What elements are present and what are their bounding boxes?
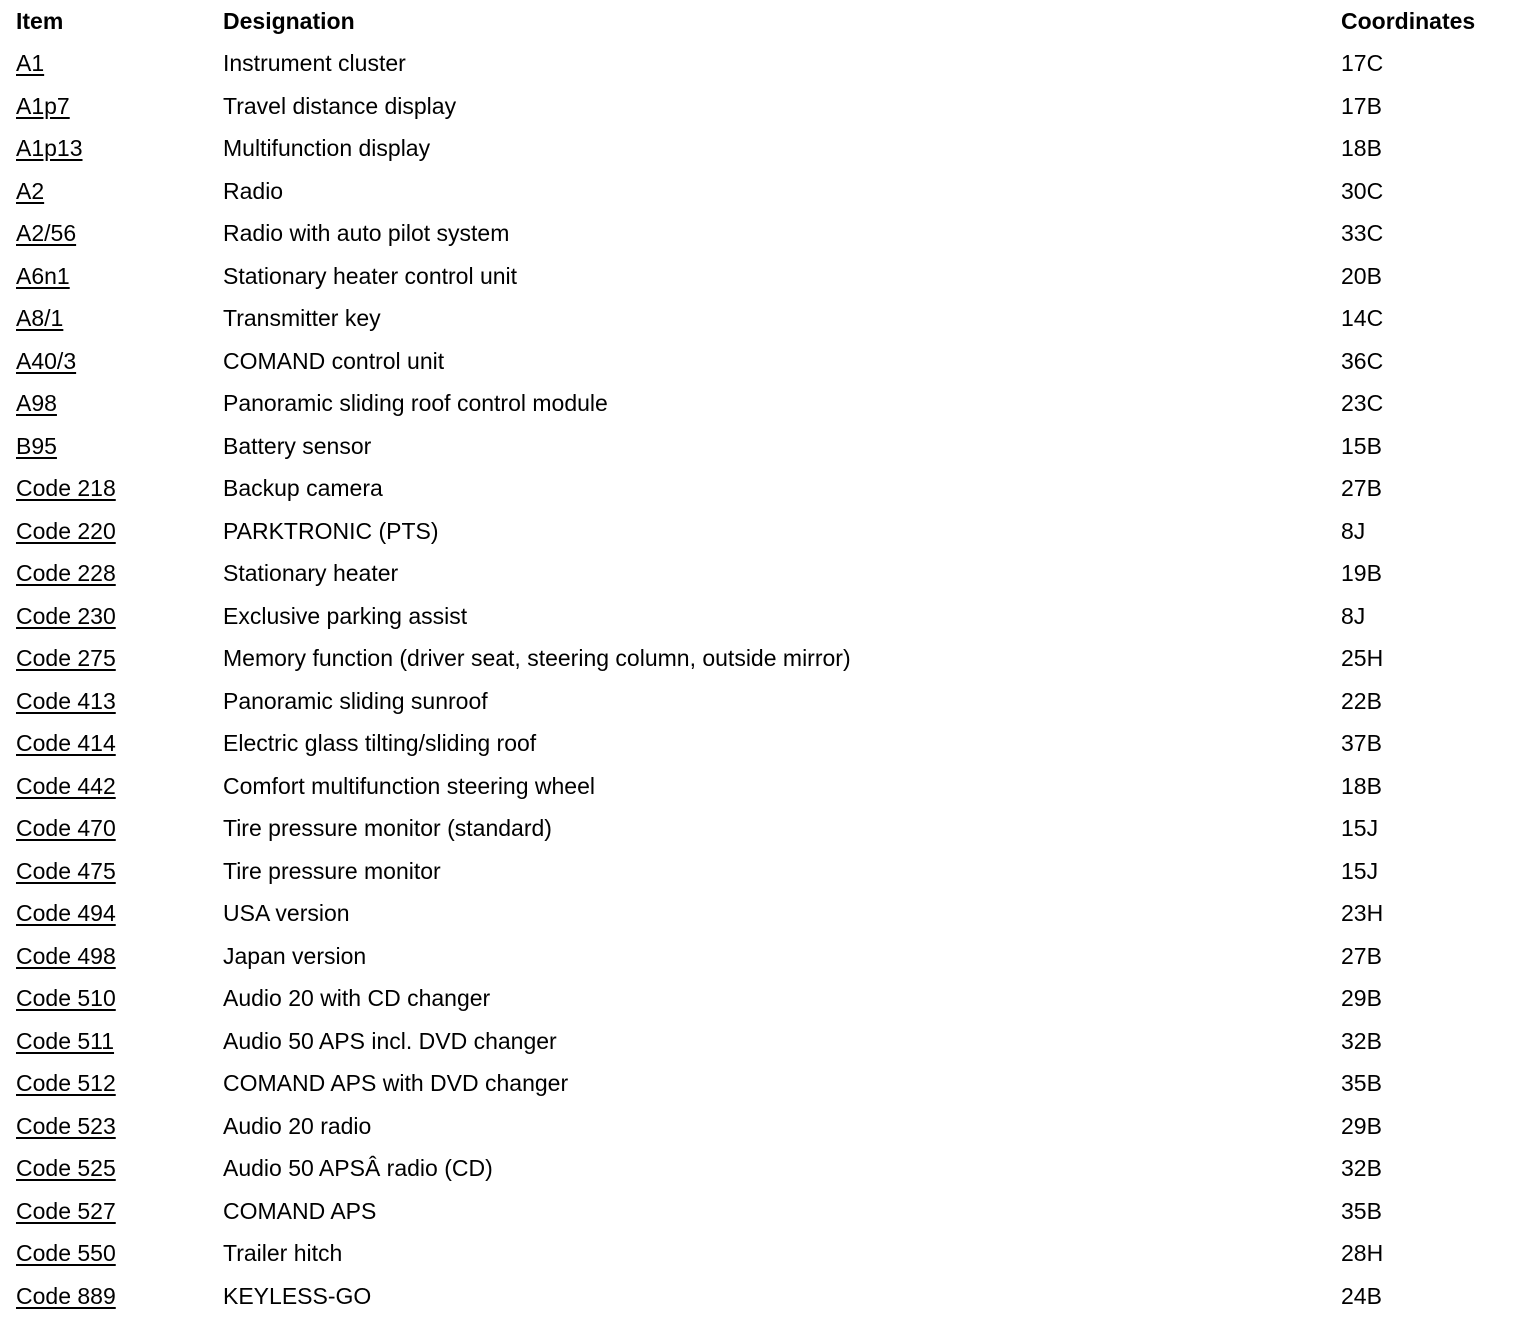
coordinates-cell: 14C	[1341, 305, 1384, 331]
designation-cell: Battery sensor	[223, 432, 372, 459]
coordinates-cell: 37B	[1341, 730, 1382, 756]
designation-cell: Radio with auto pilot system	[223, 220, 510, 246]
designation-cell: PARKTRONIC (PTS)	[223, 517, 439, 544]
table-row	[0, 680, 1520, 723]
item-link[interactable]: A40/3	[16, 347, 77, 374]
item-cell	[0, 1062, 207, 1105]
item-cell	[0, 127, 207, 170]
item-cell	[0, 85, 207, 128]
designation-cell: Panoramic sliding roof control module	[223, 390, 608, 416]
item-cell	[0, 1275, 207, 1318]
item-link[interactable]: A6n1	[16, 262, 70, 289]
coordinates-cell: 32B	[1341, 1027, 1382, 1054]
designation-cell: Transmitter key	[223, 305, 381, 331]
designation-cell: Radio	[223, 177, 284, 204]
table-row	[0, 1147, 1520, 1190]
item-link[interactable]: Code 527	[16, 1197, 116, 1224]
coordinates-cell: 15B	[1341, 432, 1382, 459]
table-row	[0, 297, 1520, 340]
item-cell	[0, 552, 207, 595]
designation-cell: Multifunction display	[223, 135, 431, 161]
designation-cell: Audio 50 APSÂ radio (CD)	[223, 1155, 493, 1181]
item-cell	[0, 382, 207, 425]
coordinates-cell: 18B	[1341, 772, 1382, 799]
item-cell	[0, 255, 207, 298]
coordinates-cell: 24B	[1341, 1282, 1382, 1309]
designation-cell: KEYLESS-GO	[223, 1282, 372, 1309]
coordinates-cell: 19B	[1341, 560, 1382, 586]
designation-cell: USA version	[223, 900, 350, 926]
coordinates-cell: 25H	[1341, 645, 1384, 671]
coordinates-cell: 20B	[1341, 262, 1382, 289]
item-cell	[0, 977, 207, 1020]
table-row	[0, 1020, 1520, 1063]
table-row	[0, 807, 1520, 850]
table-row	[0, 1062, 1520, 1105]
designation-cell: COMAND APS with DVD changer	[223, 1070, 569, 1096]
item-cell	[0, 765, 207, 808]
coordinates-cell: 23C	[1341, 390, 1384, 416]
coordinates-cell: 29B	[1341, 1112, 1382, 1139]
table-row	[0, 935, 1520, 978]
designation-cell: COMAND APS	[223, 1197, 377, 1224]
designation-cell: Panoramic sliding sunroof	[223, 687, 488, 714]
item-cell	[0, 1232, 207, 1275]
coordinates-cell: 27B	[1341, 942, 1382, 969]
item-link[interactable]: A1	[16, 50, 45, 76]
item-link[interactable]: Code 230	[16, 602, 116, 629]
coordinates-cell: 35B	[1341, 1197, 1382, 1224]
table-row	[0, 722, 1520, 765]
designation-cell: Stationary heater	[223, 560, 399, 586]
item-link[interactable]: Code 470	[16, 815, 116, 841]
designation-cell: Travel distance display	[223, 92, 457, 119]
coordinates-cell: 23H	[1341, 900, 1384, 926]
coordinates-cell: 17C	[1341, 50, 1384, 76]
item-cell	[0, 1020, 207, 1063]
item-link[interactable]: Code 511	[16, 1027, 115, 1054]
item-link[interactable]: Code 218	[16, 475, 116, 501]
designation-cell: Stationary heater control unit	[223, 262, 518, 289]
item-cell	[0, 340, 207, 383]
item-link[interactable]: Code 475	[16, 857, 116, 884]
table-row	[0, 1190, 1520, 1233]
item-link[interactable]: A8/1	[16, 305, 64, 331]
item-link[interactable]: Code 494	[16, 900, 116, 926]
table-header	[0, 0, 1520, 42]
table-row	[0, 637, 1520, 680]
item-link[interactable]: A2	[16, 177, 45, 204]
coordinates-cell: 27B	[1341, 475, 1382, 501]
item-link[interactable]: Code 510	[16, 985, 116, 1011]
designation-cell: Tire pressure monitor	[223, 857, 441, 884]
designation-cell: Audio 20 radio	[223, 1112, 372, 1139]
item-cell	[0, 595, 207, 638]
table-row	[0, 595, 1520, 638]
table-row	[0, 42, 1520, 85]
designation-cell: Exclusive parking assist	[223, 602, 468, 629]
designation-cell: Audio 50 APS incl. DVD changer	[223, 1027, 557, 1054]
item-cell	[0, 807, 207, 850]
table-row	[0, 552, 1520, 595]
table-row	[0, 765, 1520, 808]
item-cell	[0, 850, 207, 893]
coordinates-cell: 15J	[1341, 857, 1379, 884]
item-cell	[0, 467, 207, 510]
table-row	[0, 340, 1520, 383]
coordinates-cell: 8J	[1341, 517, 1366, 544]
header-designation: Designation	[223, 8, 355, 34]
item-link[interactable]: B95	[16, 432, 57, 459]
item-cell	[0, 637, 207, 680]
item-link[interactable]: Code 228	[16, 560, 116, 586]
item-cell	[0, 425, 207, 468]
item-cell	[0, 892, 207, 935]
coordinates-cell: 22B	[1341, 687, 1382, 714]
table-row	[0, 85, 1520, 128]
designation-cell: Audio 20 with CD changer	[223, 985, 491, 1011]
header-row	[0, 0, 1520, 42]
item-link[interactable]: Code 889	[16, 1282, 116, 1309]
item-cell	[0, 212, 207, 255]
table-body	[0, 42, 1520, 1317]
item-link[interactable]: Code 413	[16, 687, 116, 714]
item-cell	[0, 722, 207, 765]
coordinates-cell: 8J	[1341, 602, 1366, 629]
coordinates-cell: 15J	[1341, 815, 1379, 841]
item-link[interactable]: Code 523	[16, 1112, 116, 1139]
item-link[interactable]: A1p13	[16, 135, 83, 161]
item-link[interactable]: Code 442	[16, 772, 116, 799]
item-link[interactable]: Code 498	[16, 942, 116, 969]
header-item: Item	[16, 8, 64, 34]
item-link[interactable]: A2/56	[16, 220, 77, 246]
item-link[interactable]: Code 550	[16, 1240, 116, 1266]
table-row	[0, 467, 1520, 510]
coordinates-cell: 33C	[1341, 220, 1384, 246]
item-link[interactable]: A98	[16, 390, 57, 416]
coordinates-cell: 28H	[1341, 1240, 1384, 1266]
coordinates-cell: 36C	[1341, 347, 1384, 374]
coordinates-cell: 35B	[1341, 1070, 1382, 1096]
table-row	[0, 382, 1520, 425]
item-cell	[0, 1190, 207, 1233]
table-row	[0, 425, 1520, 468]
coordinates-cell: 32B	[1341, 1155, 1382, 1181]
item-link[interactable]: Code 525	[16, 1155, 116, 1181]
item-cell	[0, 1147, 207, 1190]
designation-cell: Trailer hitch	[223, 1240, 343, 1266]
table-row	[0, 127, 1520, 170]
coordinates-cell: 17B	[1341, 92, 1382, 119]
item-link[interactable]: Code 414	[16, 730, 116, 756]
item-cell	[0, 42, 207, 85]
designation-cell: Tire pressure monitor (standard)	[223, 815, 552, 841]
item-cell	[0, 510, 207, 553]
item-cell	[0, 935, 207, 978]
designation-cell: COMAND control unit	[223, 347, 445, 374]
item-cell	[0, 170, 207, 213]
item-link[interactable]: Code 275	[16, 645, 116, 671]
designation-cell: Electric glass tilting/sliding roof	[223, 730, 537, 756]
item-link[interactable]: Code 220	[16, 517, 116, 544]
coordinates-cell: 29B	[1341, 985, 1382, 1011]
coordinates-cell: 30C	[1341, 177, 1384, 204]
designation-cell: Backup camera	[223, 475, 383, 501]
header-coordinates: Coordinates	[1341, 8, 1476, 34]
table-row	[0, 850, 1520, 893]
table-row	[0, 1275, 1520, 1318]
item-link[interactable]: Code 512	[16, 1070, 116, 1096]
designation-cell: Japan version	[223, 942, 367, 969]
table-row	[0, 892, 1520, 935]
table-row	[0, 212, 1520, 255]
coordinates-cell: 18B	[1341, 135, 1382, 161]
designation-cell: Comfort multifunction steering wheel	[223, 772, 595, 799]
item-cell	[0, 1105, 207, 1148]
table-row	[0, 977, 1520, 1020]
designation-cell: Instrument cluster	[223, 50, 406, 76]
table-row	[0, 255, 1520, 298]
item-cell	[0, 297, 207, 340]
item-link[interactable]: A1p7	[16, 92, 70, 119]
designation-cell: Memory function (driver seat, steering column, outside mirror)	[223, 645, 851, 671]
table-row	[0, 170, 1520, 213]
table-row	[0, 1105, 1520, 1148]
item-cell	[0, 680, 207, 723]
table-row	[0, 1232, 1520, 1275]
table-row	[0, 510, 1520, 553]
